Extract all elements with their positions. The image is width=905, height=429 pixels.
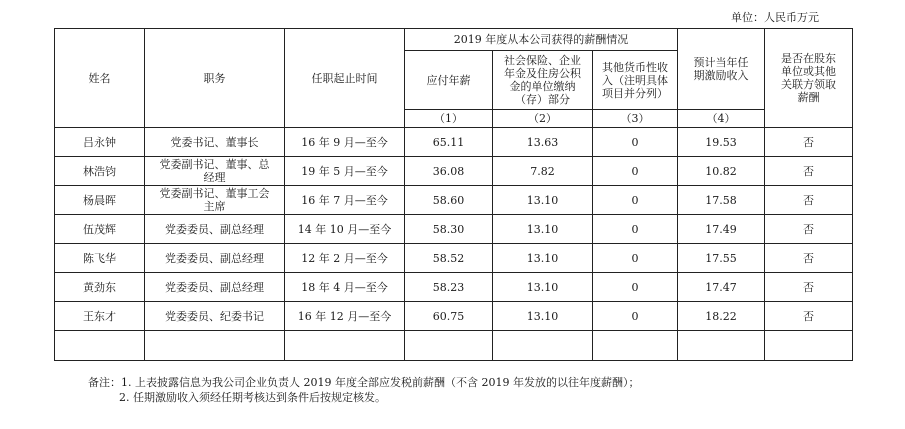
cell-name: 伍茂辉 [55,215,145,244]
cell-payable: 58.23 [405,273,493,302]
cell-related: 否 [765,244,853,273]
cell-other: 0 [593,157,678,186]
cell-related: 否 [765,128,853,157]
cell-incentive: 18.22 [678,302,765,331]
header-position: 职务 [145,29,285,128]
cell-position: 党委委员、纪委书记 [145,302,285,331]
cell-payable: 58.52 [405,244,493,273]
cell-social: 13.10 [493,302,593,331]
cell-social: 13.10 [493,244,593,273]
cell-name: 王东才 [55,302,145,331]
header-other: 其他货币性收入（注明具体项目并分列） [593,51,678,110]
empty-row [55,331,853,361]
header-related: 是否在股东单位或其他关联方领取薪酬 [765,29,853,128]
header-col4: （4） [678,110,765,128]
table-row [55,186,853,215]
cell-other: 0 [593,302,678,331]
header-social: 社会保险、企业年金及住房公积金的单位缴纳（存）部分 [493,51,593,110]
cell-social: 13.10 [493,215,593,244]
header-col3: （3） [593,110,678,128]
cell-related: 否 [765,273,853,302]
cell-position: 党委委员、副总经理 [145,244,285,273]
cell-position: 党委委员、副总经理 [145,215,285,244]
cell-name: 杨晨晖 [55,186,145,215]
table-row [55,215,853,244]
header-col1: （1） [405,110,493,128]
cell-other: 0 [593,244,678,273]
cell-incentive: 19.53 [678,128,765,157]
cell-payable: 36.08 [405,157,493,186]
cell-term: 19 年 5 月—至今 [285,157,405,186]
cell-incentive: 17.55 [678,244,765,273]
cell-position: 党委副书记、董事工会主席 [145,186,285,215]
cell-position: 党委委员、副总经理 [145,273,285,302]
note-line-1: 备注：1. 上表披露信息为我公司企业负责人 2019 年度全部应发税前薪酬（不含 2019 年发放的以往年度薪酬）； [88,376,640,389]
cell-related: 否 [765,215,853,244]
cell-related: 否 [765,186,853,215]
cell-position: 党委副书记、董事、总经理 [145,157,285,186]
cell-other: 0 [593,215,678,244]
cell-term: 16 年 7 月—至今 [285,186,405,215]
cell-incentive: 17.47 [678,273,765,302]
cell-social: 13.63 [493,128,593,157]
header-col2: （2） [493,110,593,128]
header-incentive: 预计当年任期激励收入 [678,29,765,110]
cell-term: 16 年 12 月—至今 [285,302,405,331]
notes [88,375,639,405]
table-row [55,157,853,186]
header-group-2019: 2019 年度从本公司获得的薪酬情况 [405,29,678,51]
cell-related: 否 [765,302,853,331]
cell-social: 13.10 [493,273,593,302]
cell-name: 林浩钧 [55,157,145,186]
header-name: 姓名 [55,29,145,128]
cell-term: 14 年 10 月—至今 [285,215,405,244]
cell-term: 16 年 9 月—至今 [285,128,405,157]
table-row [55,302,853,331]
cell-other: 0 [593,128,678,157]
cell-other: 0 [593,273,678,302]
table-row [55,128,853,157]
cell-name: 陈飞华 [55,244,145,273]
cell-position: 党委书记、董事长 [145,128,285,157]
cell-term: 12 年 2 月—至今 [285,244,405,273]
salary-table [54,28,853,361]
header-term: 任职起止时间 [285,29,405,128]
header-payable: 应付年薪 [405,51,493,110]
table-row [55,273,853,302]
cell-name: 黄劲东 [55,273,145,302]
cell-social: 13.10 [493,186,593,215]
cell-payable: 65.11 [405,128,493,157]
cell-related: 否 [765,157,853,186]
cell-other: 0 [593,186,678,215]
cell-name: 吕永钟 [55,128,145,157]
cell-incentive: 17.49 [678,215,765,244]
cell-term: 18 年 4 月—至今 [285,273,405,302]
cell-social: 7.82 [493,157,593,186]
cell-payable: 60.75 [405,302,493,331]
table-row [55,244,853,273]
cell-incentive: 10.82 [678,157,765,186]
cell-payable: 58.60 [405,186,493,215]
cell-payable: 58.30 [405,215,493,244]
unit-label: 单位：人民币万元 [731,11,819,24]
note-line-2: 2. 任期激励收入须经任期考核达到条件后按规定核发。 [119,391,386,404]
cell-incentive: 17.58 [678,186,765,215]
